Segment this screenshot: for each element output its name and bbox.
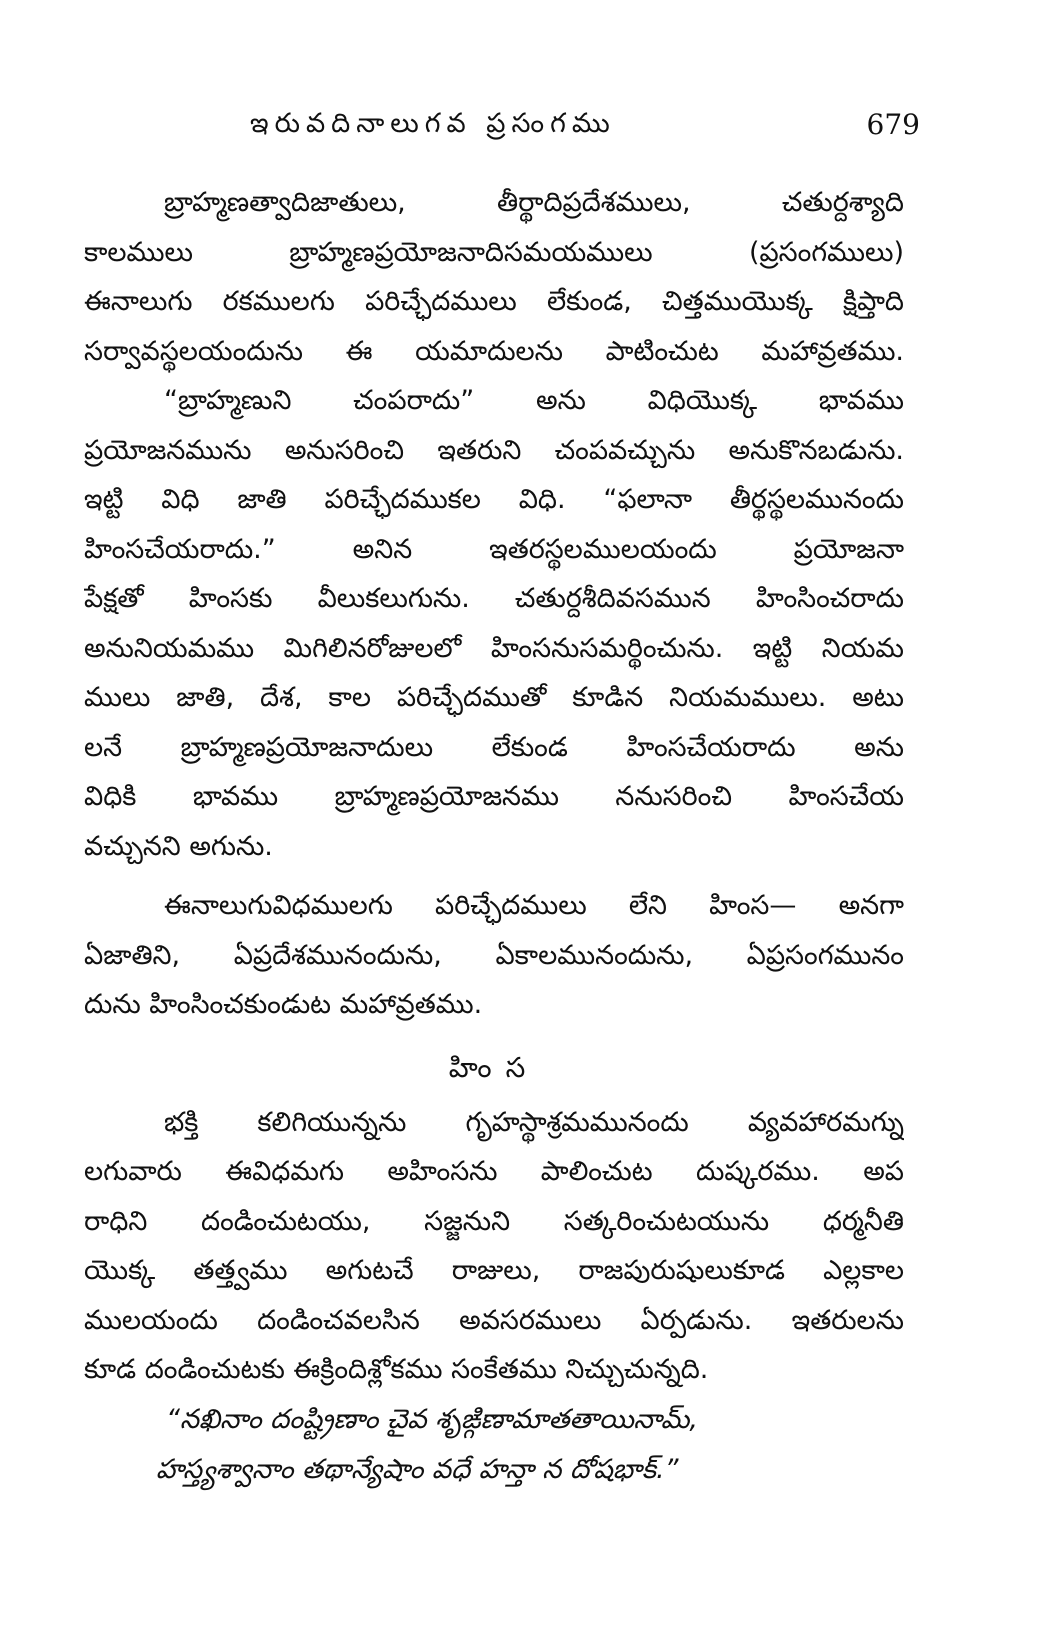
text-line: కూడ దండించుటకు ఈక్రిందిశ్లోకము సంకేతము నిచ్చుచున్నది. xyxy=(84,1354,709,1385)
text-line: యొక్క తత్త్వము అగుటచే రాజులు, రాజపురుషులుకూడ ఎల్లకాల xyxy=(84,1255,904,1286)
paragraph-2 xyxy=(84,376,904,871)
section-paragraph xyxy=(84,1098,904,1395)
text-line: ఈనాలుగు రకములగు పరిచ్ఛేదములు లేకుండ, చిత్తముయొక్క క్షిప్తాది xyxy=(84,286,904,317)
section-heading: హింస xyxy=(448,1050,540,1084)
verse-line: “నఖినాం దంష్ట్రిణాం చైవ శృఙ్గిణామాతతాయినామ్, xyxy=(166,1403,698,1435)
text-line: ఏజాతిని, ఏప్రదేశమునందును, ఏకాలమునందును, ఏప్రసంగమునం xyxy=(84,939,904,971)
text-line: బ్రాహ్మణత్వాదిజాతులు, తీర్థాదిప్రదేశములు, చతుర్దశ్యాది xyxy=(164,187,904,218)
paragraph-1 xyxy=(84,178,904,376)
sanskrit-verse xyxy=(84,1395,904,1495)
text-line: పేక్షతో హింసకు వీలుకలుగును. చతుర్దశీదివసమున హింసించరాదు xyxy=(84,583,904,614)
text-line: లగువారు ఈవిధమగు అహింసను పాలించుట దుష్కరము. అప xyxy=(84,1156,904,1187)
text-line: విధికి భావము బ్రాహ్మణప్రయోజనము ననుసరించి హింసచేయ xyxy=(84,781,904,812)
text-line: రాధిని దండించుటయు, సజ్జనుని సత్కరించుటయును ధర్మనీతి xyxy=(84,1205,904,1237)
text-line: హింసచేయరాదు.” అనిన ఇతరస్థలములయందు ప్రయోజనా xyxy=(84,533,904,565)
text-line: కాలములు బ్రాహ్మణప్రయోజనాదిసమయములు (ప్రసంగములు) xyxy=(84,236,904,268)
text-line: అనునియమము మిగిలినరోజులలో హింసనుసమర్థించును. ఇట్టి నియమ xyxy=(84,632,904,664)
page-number: 679 xyxy=(866,108,920,141)
text-line: ప్రయోజనమును అనుసరించి ఇతరుని చంపవచ్చును అనుకొనబడును. xyxy=(84,434,904,466)
text-line: లనే బ్రాహ్మణప్రయోజనాదులు లేకుండ హింసచేయరాదు అను xyxy=(84,731,904,763)
text-line: దును హింసించకుండుట మహావ్రతము. xyxy=(84,989,483,1020)
text-line: సర్వావస్థలయందును ఈ యమాదులను పాటించుట మహావ్రతము. xyxy=(84,335,904,367)
verse-line: హస్త్యశ్వానాం తథాన్యేషాం వధే హన్తా న దోషభాక్.” xyxy=(156,1453,679,1485)
page-header xyxy=(200,108,930,158)
body-text xyxy=(84,178,904,1495)
paragraph-3 xyxy=(84,881,904,1030)
text-line: ఇట్టి విధి జాతి పరిచ్ఛేదముకల విధి. “ఫలానా తీర్థస్థలమునందు xyxy=(84,484,904,515)
text-line: ములు జాతి, దేశ, కాల పరిచ్ఛేదముతో కూడిన నియమములు. అటు xyxy=(84,682,904,713)
text-line: భక్తి కలిగియున్నను గృహస్థాశ్రమమునందు వ్యవహారమగ్ను xyxy=(164,1106,904,1138)
running-title: ఇరువదినాలుగవ ప్రసంగము xyxy=(250,108,616,139)
text-line: వచ్చునని అగును. xyxy=(84,830,273,862)
text-line: ఈనాలుగువిధములగు పరిచ్ఛేదములు లేని హింస— అనగా xyxy=(164,890,904,921)
text-line: “బ్రాహ్మణుని చంపరాదు” అను విధియొక్క భావము xyxy=(164,385,904,416)
text-line: ములయందు దండించవలసిన అవసరములు ఏర్పడును. ఇతరులను xyxy=(84,1304,904,1336)
